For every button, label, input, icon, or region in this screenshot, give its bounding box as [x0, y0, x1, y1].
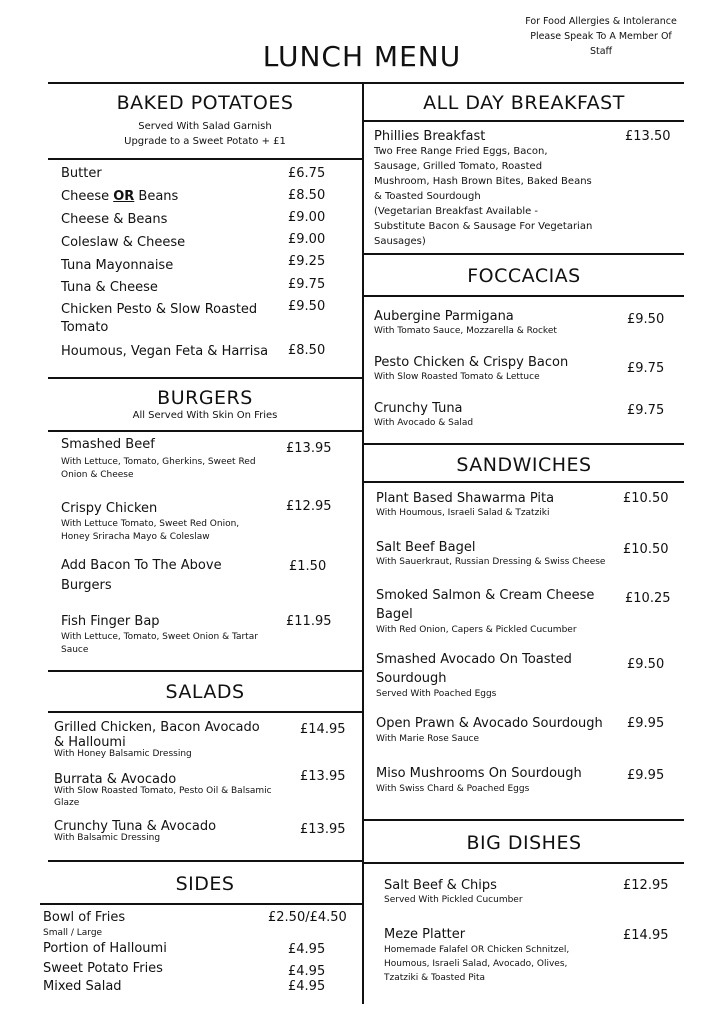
divider	[48, 377, 362, 379]
divider	[48, 670, 362, 672]
menu-item-price: £9.75	[288, 277, 326, 292]
section-subtitle: Upgrade to a Sweet Potato + £1	[124, 136, 286, 147]
divider	[48, 158, 362, 160]
menu-item-description: Glaze	[54, 798, 80, 808]
menu-item-name: Sweet Potato Fries	[43, 961, 163, 976]
menu-item-price: £4.95	[288, 942, 326, 957]
section-title-all-day-breakfast: ALL DAY BREAKFAST	[423, 92, 625, 114]
name-part: Beans	[134, 189, 179, 204]
menu-item-price: £9.00	[288, 210, 326, 225]
allergy-notice-line: Staff	[589, 46, 613, 57]
menu-item-price: £4.95	[288, 964, 326, 979]
divider	[362, 295, 684, 297]
menu-item-price: £10.25	[625, 591, 671, 606]
menu-item-name: Cheese & Beans	[61, 212, 168, 227]
section-title-burgers: BURGERS	[157, 387, 253, 409]
menu-item-description: Sausages)	[374, 236, 426, 247]
menu-item-description: Onion & Cheese	[61, 470, 134, 480]
menu-item-price: £9.25	[288, 254, 326, 269]
menu-item-name: Miso Mushrooms On Sourdough	[376, 766, 582, 781]
menu-item-description: Homemade Falafel OR Chicken Schnitzel,	[384, 945, 570, 955]
column-divider	[362, 82, 364, 1004]
divider	[48, 711, 362, 713]
menu-item-description: Served With Pickled Cucumber	[384, 895, 523, 905]
menu-item-description: Tzatziki & Toasted Pita	[384, 973, 486, 983]
menu-item-price: £10.50	[623, 542, 669, 557]
menu-item-name: Smoked Salmon & Cream Cheese	[376, 588, 595, 603]
menu-item-description: With Lettuce Tomato, Sweet Red Onion,	[61, 519, 240, 529]
divider	[362, 253, 684, 255]
divider	[362, 819, 684, 821]
or-emphasis: OR	[113, 189, 135, 204]
menu-item-description: Houmous, Israeli Salad, Avocado, Olives,	[384, 959, 568, 969]
name-part: Cheese	[61, 189, 114, 204]
menu-item-description: With Swiss Chard & Poached Eggs	[376, 784, 530, 794]
menu-item-price: £9.50	[627, 657, 665, 672]
menu-item-name: Mixed Salad	[43, 979, 122, 994]
section-subtitle: All Served With Skin On Fries	[132, 410, 278, 421]
menu-item-price: £13.95	[286, 441, 332, 456]
menu-item-description: With Slow Roasted Tomato, Pesto Oil & Balsamic	[54, 786, 272, 796]
menu-item-price: £14.95	[623, 928, 669, 943]
menu-item-price: £1.50	[289, 559, 327, 574]
menu-item-price: £8.50	[288, 188, 326, 203]
menu-item-price: £10.50	[623, 491, 669, 506]
menu-item-description: Sauce	[61, 645, 89, 655]
menu-item-description: With Honey Balsamic Dressing	[54, 749, 192, 759]
divider	[48, 430, 362, 432]
menu-item-price: £12.95	[623, 878, 669, 893]
menu-item-name: Pesto Chicken & Crispy Bacon	[374, 355, 569, 370]
menu-item-name: Chicken Pesto & Slow Roasted	[61, 302, 258, 317]
divider	[362, 120, 684, 122]
menu-item-description: With Marie Rose Sauce	[376, 734, 480, 744]
menu-item-price: £9.50	[627, 312, 665, 327]
menu-item-name: Tuna Mayonnaise	[61, 258, 174, 273]
section-title-foccacias: FOCCACIAS	[467, 265, 581, 287]
menu-item-name: Salt Beef & Chips	[384, 878, 497, 893]
menu-item-name: Houmous, Vegan Feta & Harrisa	[61, 344, 269, 359]
menu-item-description: With Houmous, Israeli Salad & Tzatziki	[376, 508, 550, 518]
menu-item-price: £9.75	[627, 361, 665, 376]
menu-item-name: Smashed Avocado On Toasted	[376, 652, 572, 667]
menu-item-description: Substitute Bacon & Sausage For Vegetarian	[374, 221, 593, 232]
allergy-notice-line: For Food Allergies & Intolerance	[525, 16, 677, 27]
menu-item-description: Served With Poached Eggs	[376, 689, 497, 699]
menu-item-name: Bagel	[376, 607, 413, 622]
menu-item-name: Tuna & Cheese	[61, 280, 158, 295]
divider	[362, 82, 684, 84]
menu-item-name: Butter	[61, 166, 102, 181]
menu-item-price: £9.95	[627, 768, 665, 783]
menu-item-price: £13.50	[625, 129, 671, 144]
menu-item-description: Honey Sriracha Mayo & Coleslaw	[61, 532, 210, 542]
menu-item-price: £9.00	[288, 232, 326, 247]
section-title-baked-potatoes: BAKED POTATOES	[116, 92, 294, 114]
menu-item-name: Smashed Beef	[61, 437, 155, 452]
menu-item-name: Grilled Chicken, Bacon Avocado	[54, 720, 260, 735]
menu-item-description: With Balsamic Dressing	[54, 833, 161, 843]
menu-item-name: & Halloumi	[54, 735, 126, 750]
menu-item-price: £4.95	[288, 979, 326, 994]
section-title-salads: SALADS	[165, 681, 245, 703]
menu-item-description: With Avocado & Salad	[374, 418, 474, 428]
section-title-big-dishes: BIG DISHES	[466, 832, 582, 854]
menu-item-description: Sausage, Grilled Tomato, Roasted	[374, 161, 543, 172]
menu-item-description: With Red Onion, Capers & Pickled Cucumber	[376, 625, 577, 635]
menu-item-price: £12.95	[286, 499, 332, 514]
menu-item-price: £13.95	[300, 822, 346, 837]
menu-item-description: With Lettuce, Tomato, Sweet Onion & Tartar	[61, 632, 258, 642]
menu-item-price: £8.50	[288, 343, 326, 358]
menu-item-name: Bowl of Fries	[43, 910, 126, 925]
section-title-sides: SIDES	[175, 873, 235, 895]
menu-item-name: Sourdough	[376, 671, 447, 686]
menu-item-description: Mushroom, Hash Brown Bites, Baked Beans	[374, 176, 592, 187]
menu-item-name: Open Prawn & Avocado Sourdough	[376, 716, 603, 731]
divider	[48, 860, 362, 862]
menu-item-name: Fish Finger Bap	[61, 614, 160, 629]
menu-item-price: £14.95	[300, 722, 346, 737]
menu-item-name: Meze Platter	[384, 927, 466, 942]
divider	[40, 903, 362, 905]
menu-item-description: With Sauerkraut, Russian Dressing & Swiss Cheese	[376, 557, 606, 567]
menu-title: LUNCH MENU	[262, 40, 462, 73]
menu-item-name: Crispy Chicken	[61, 501, 158, 516]
menu-item-description: Two Free Range Fried Eggs, Bacon,	[374, 146, 548, 157]
section-subtitle: Served With Salad Garnish	[138, 121, 272, 132]
divider	[362, 443, 684, 445]
menu-item-description: Small / Large	[43, 928, 103, 938]
menu-item-price: £13.95	[300, 769, 346, 784]
divider	[48, 82, 368, 84]
menu-item-description: With Tomato Sauce, Mozzarella & Rocket	[374, 326, 557, 336]
menu-item-name: Add Bacon To The Above	[61, 558, 222, 573]
menu-item-name: Salt Beef Bagel	[376, 540, 476, 555]
menu-item-name: Crunchy Tuna	[374, 401, 463, 416]
menu-item-description: With Slow Roasted Tomato & Lettuce	[374, 372, 540, 382]
menu-item-price: £9.75	[627, 403, 665, 418]
menu-item-description: (Vegetarian Breakfast Available -	[374, 206, 539, 217]
menu-item-description: & Toasted Sourdough	[374, 191, 481, 202]
divider	[362, 481, 684, 483]
menu-item-price: £11.95	[286, 614, 332, 629]
menu-item-price: £9.95	[627, 716, 665, 731]
section-title-sandwiches: SANDWICHES	[456, 454, 592, 476]
menu-item-price: £6.75	[288, 166, 326, 181]
allergy-notice-line: Please Speak To A Member Of	[530, 31, 672, 42]
menu-item-name: Crunchy Tuna & Avocado	[54, 819, 217, 834]
menu-item-name: Tomato	[61, 320, 109, 335]
menu-item-price: £9.50	[288, 299, 326, 314]
menu-item-name: Portion of Halloumi	[43, 941, 167, 956]
divider	[362, 862, 684, 864]
menu-item-name: Coleslaw & Cheese	[61, 235, 186, 250]
menu-item-description: With Lettuce, Tomato, Gherkins, Sweet Red	[61, 457, 256, 467]
menu-item-price: £2.50/£4.50	[268, 910, 347, 925]
menu-item-name: Aubergine Parmigana	[374, 309, 514, 324]
menu-item-name	[61, 187, 178, 206]
menu-item-name: Burgers	[61, 578, 112, 593]
menu-item-name: Phillies Breakfast	[374, 129, 486, 144]
menu-item-name: Plant Based Shawarma Pita	[376, 491, 555, 506]
menu-item-name: Burrata & Avocado	[54, 772, 177, 787]
